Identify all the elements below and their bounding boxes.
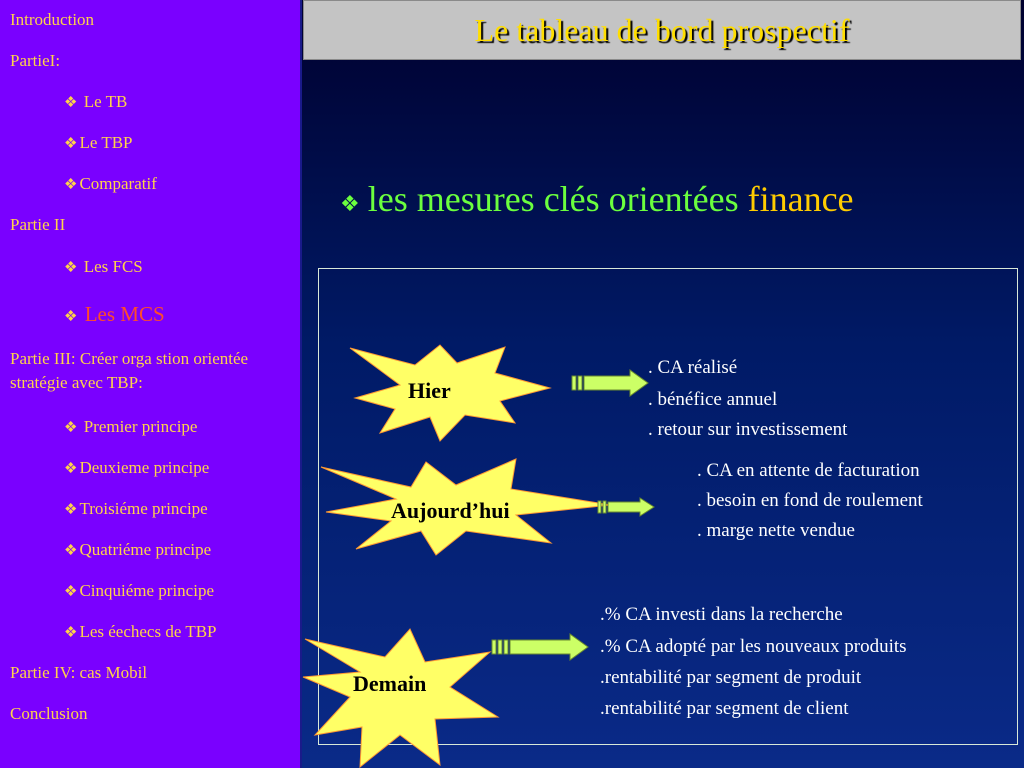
nav-partie-2[interactable]: Partie II <box>10 215 66 234</box>
nav-cinquieme-principe[interactable] <box>64 581 214 601</box>
list-item: . retour sur investissement <box>648 419 848 440</box>
nav-label: Le TBP <box>79 133 133 152</box>
list-item: .% CA investi dans la recherche <box>600 604 843 625</box>
diamond-bullet-icon: ❖ <box>64 260 78 276</box>
diamond-bullet-icon: ❖ <box>64 543 78 559</box>
nav-label: Quatriéme principe <box>79 540 212 559</box>
nav-label: Premier principe <box>83 417 198 436</box>
diamond-bullet-icon: ❖ <box>64 177 78 193</box>
arrow-right-icon <box>570 368 650 398</box>
nav-label: Deuxieme principe <box>79 458 210 477</box>
nav-comparatif[interactable] <box>64 174 157 194</box>
list-item: . bénéfice annuel <box>648 389 778 410</box>
nav-quatrieme-principe[interactable] <box>64 540 211 560</box>
list-item: . besoin en fond de roulement <box>697 490 923 511</box>
nav-label: Les MCS <box>84 302 165 326</box>
diamond-bullet-icon: ❖ <box>64 136 78 152</box>
nav-label: Troisiéme principe <box>79 499 208 518</box>
diamond-bullet-icon: ❖ <box>64 461 78 477</box>
title-bar <box>303 0 1021 60</box>
list-item: .% CA adopté par les nouveaux produits <box>600 636 907 657</box>
nav-premier-principe[interactable] <box>64 417 197 437</box>
nav-introduction[interactable]: Introduction <box>10 10 95 29</box>
slide-heading <box>340 178 854 220</box>
nav-le-tb[interactable] <box>64 92 127 112</box>
label-hier: Hier <box>408 378 451 403</box>
nav-partie-3[interactable]: Partie III: Créer orga stion orientée stratégie avec TBP: <box>10 349 249 392</box>
label-demain: Demain <box>353 671 427 696</box>
nav-partie-4[interactable]: Partie IV: cas Mobil <box>10 663 148 682</box>
label-aujourdhui: Aujourd’hui <box>391 498 510 523</box>
nav-label: Les FCS <box>83 257 143 276</box>
diamond-bullet-icon: ❖ <box>64 584 78 600</box>
diamond-bullet-icon: ❖ <box>64 420 78 436</box>
diamond-bullet-icon: ❖ <box>64 95 78 111</box>
diamond-bullet-icon: ❖ <box>340 191 360 216</box>
diamond-bullet-icon: ❖ <box>64 625 78 641</box>
nav-echecs-tbp[interactable] <box>64 622 217 642</box>
heading-text: les mesures clés orientées <box>367 179 748 219</box>
nav-label: Cinquiéme principe <box>79 581 215 600</box>
list-item: . CA réalisé <box>648 357 738 378</box>
starburst-demain <box>300 627 500 768</box>
list-item: .rentabilité par segment de client <box>600 698 849 719</box>
nav-les-mcs[interactable] <box>64 302 165 327</box>
list-item: . CA en attente de facturation <box>697 460 920 481</box>
slide-title: Le tableau de bord prospectif <box>474 11 850 48</box>
heading-highlight: finance <box>747 179 854 219</box>
arrow-right-icon <box>490 632 590 662</box>
list-item: .rentabilité par segment de produit <box>600 667 862 688</box>
nav-deuxieme-principe[interactable] <box>64 458 209 478</box>
nav-label: Les éechecs de TBP <box>79 622 217 641</box>
nav-label: Le TB <box>83 92 128 111</box>
sidebar-nav <box>0 0 302 768</box>
nav-le-tbp[interactable] <box>64 133 133 153</box>
nav-label: Comparatif <box>79 174 157 193</box>
diamond-bullet-icon: ❖ <box>64 309 78 325</box>
nav-partie-1[interactable]: PartieI: <box>10 51 61 70</box>
diamond-bullet-icon: ❖ <box>64 502 78 518</box>
nav-conclusion[interactable]: Conclusion <box>10 704 88 723</box>
nav-les-fcs[interactable] <box>64 257 143 277</box>
nav-troisieme-principe[interactable] <box>64 499 208 519</box>
list-item: . marge nette vendue <box>697 520 855 541</box>
arrow-right-icon <box>596 495 656 519</box>
